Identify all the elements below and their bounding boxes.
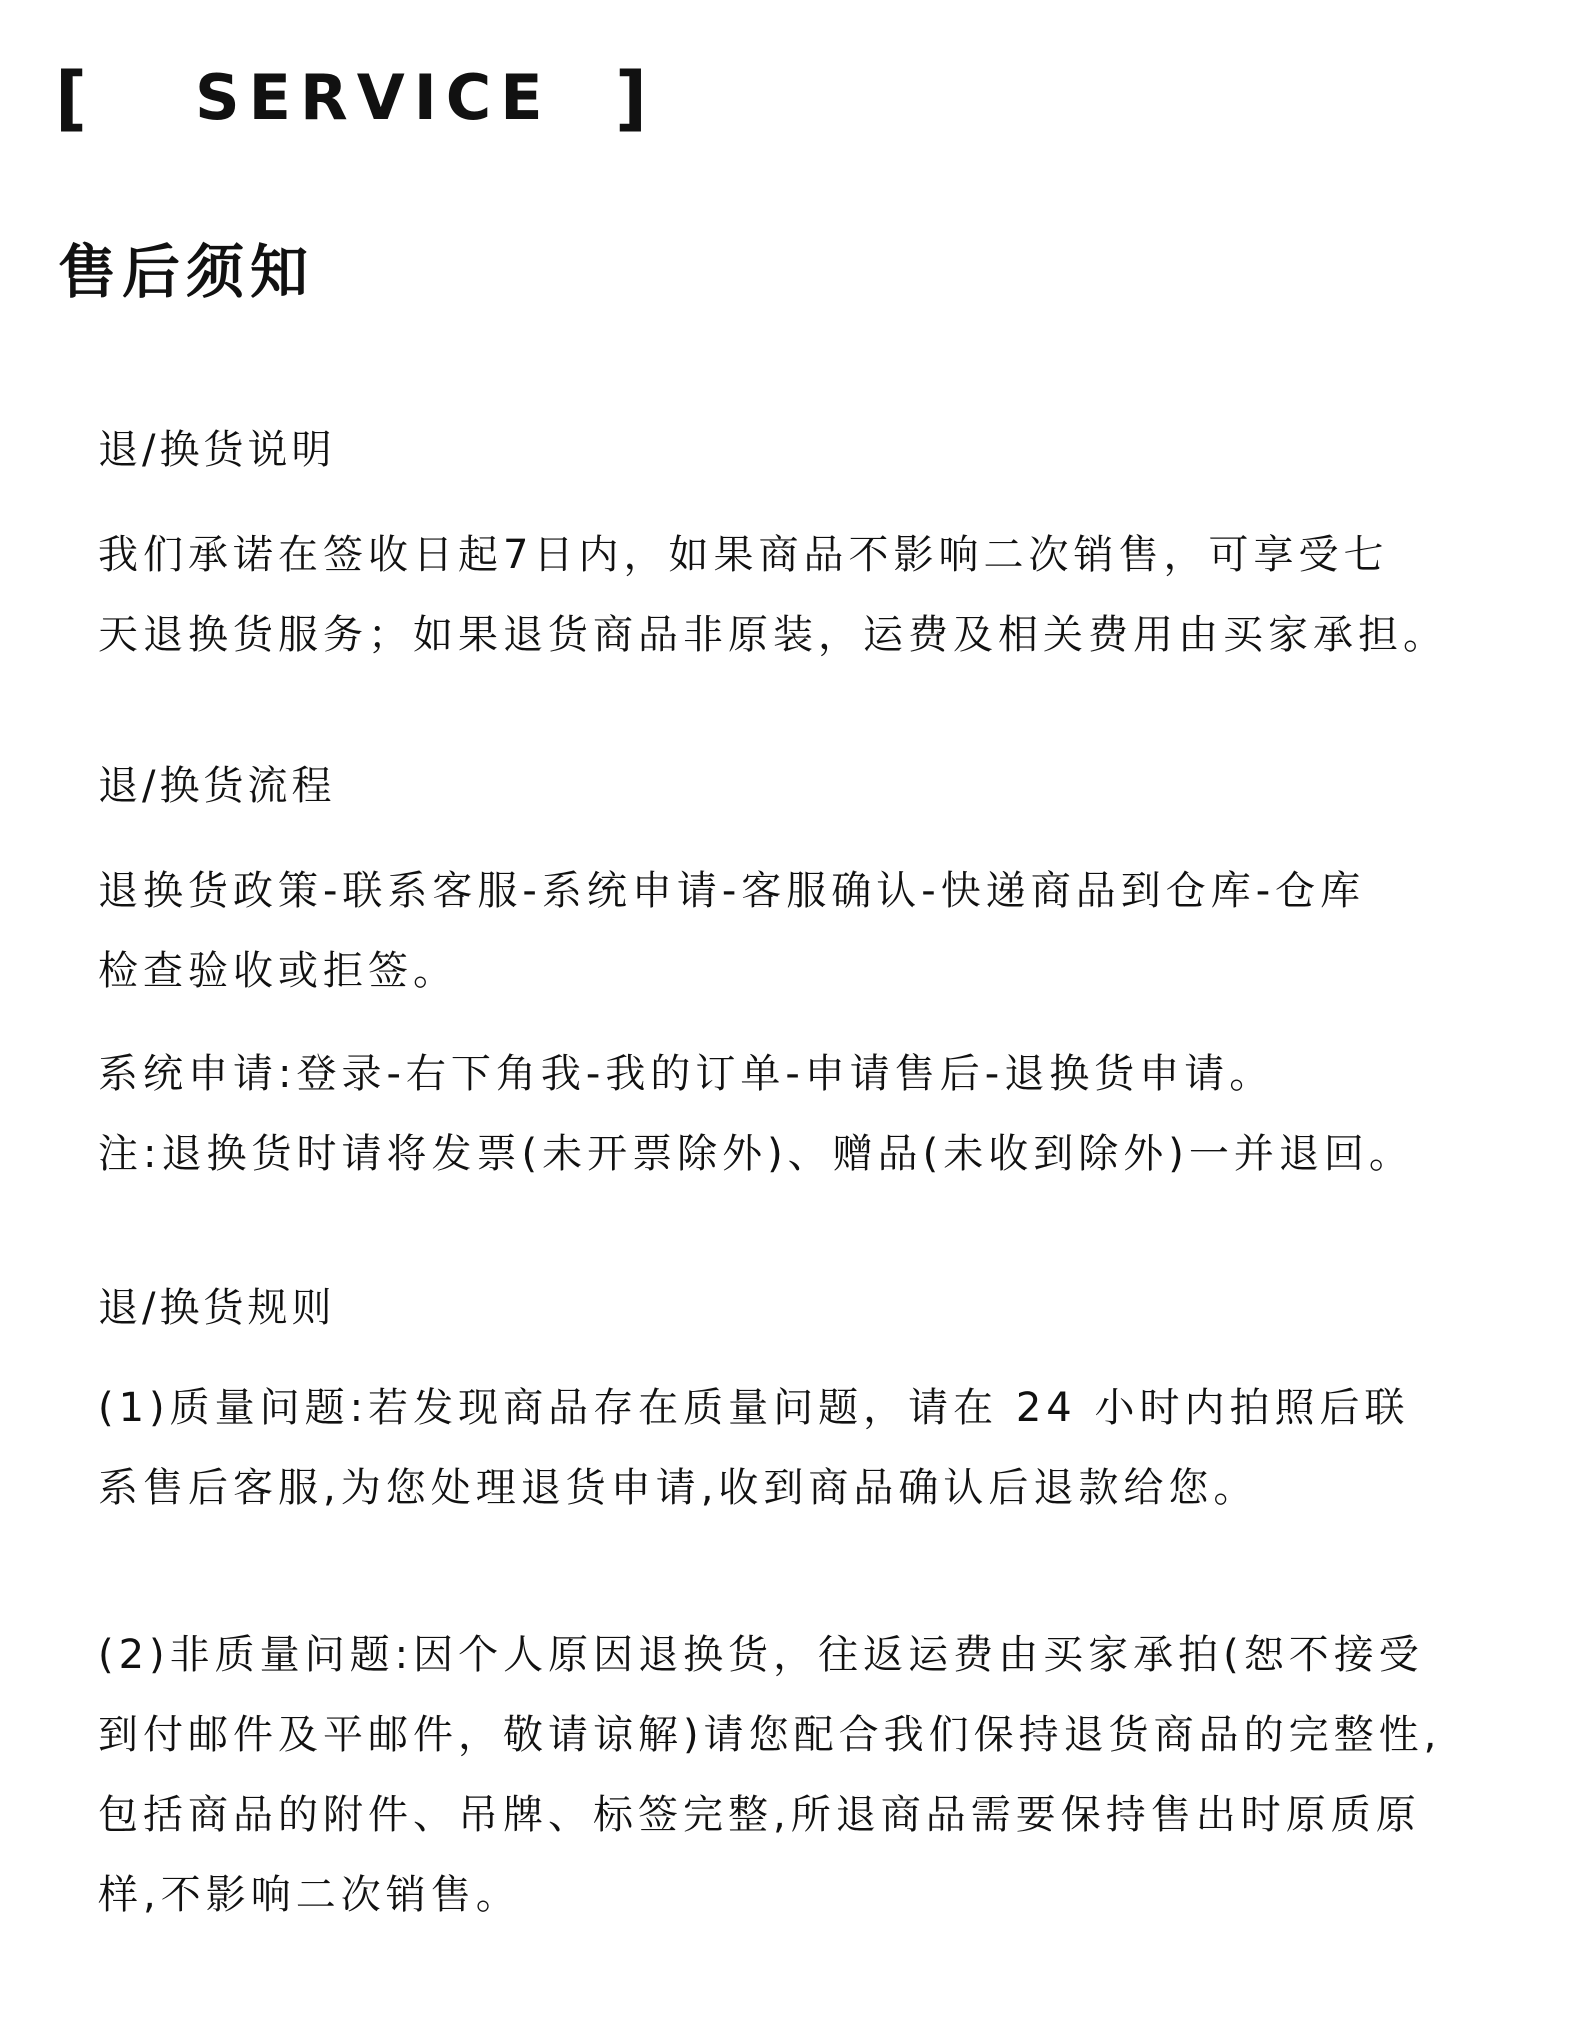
paragraph: (1)质量问题:若发现商品存在质量问题，请在 24 小时内拍照后联 系售后客服,为您处理退货申请,收到商品确认后退款给您。 [98,1385,1410,1511]
section-return-rules [98,1278,1548,1338]
non-quality-issue-text [98,1615,1548,1935]
paragraph: (2)非质量问题:因个人原因退换货，往返运费由买家承拍(恕不接受 到付邮件及平邮件，敬请谅解)请您配合我们保持退货商品的完整性, 包括商品的附件、吊牌、标签完整,所退商品需要保持售出时原质原 样,不影响二次销售。 [98,1632,1442,1918]
left-bracket: [ [55,57,87,139]
paragraph: 我们承诺在签收日起7日内，如果商品不影响二次销售，可享受七 天退换货服务；如果退货商品非原装，运费及相关费用由买家承担。 [98,532,1448,658]
section-return-process [98,756,1548,816]
section-heading: 退/换货规则 [98,1285,336,1331]
paragraph: 退换货政策-联系客服-系统申请-客服确认-快递商品到仓库-仓库 检查验收或拒签。 [98,868,1366,994]
section-return-explanation [98,420,1548,480]
service-label: SERVICE [195,61,552,134]
section-heading: 退/换货流程 [98,763,336,809]
return-process-text [98,851,1548,1011]
right-bracket: ] [615,57,647,139]
section-heading: 退/换货说明 [98,427,336,473]
quality-issue-text [98,1368,1548,1528]
page-title: 售后须知 [58,238,315,306]
system-application-text [98,1034,1548,1194]
paragraph: 系统申请:登录-右下角我-我的订单-申请售后-退换货申请。 注:退换货时请将发票(未开票除外)、赠品(未收到除外)一并退回。 [98,1051,1414,1177]
service-header [55,58,655,138]
return-explanation-text [98,515,1548,675]
